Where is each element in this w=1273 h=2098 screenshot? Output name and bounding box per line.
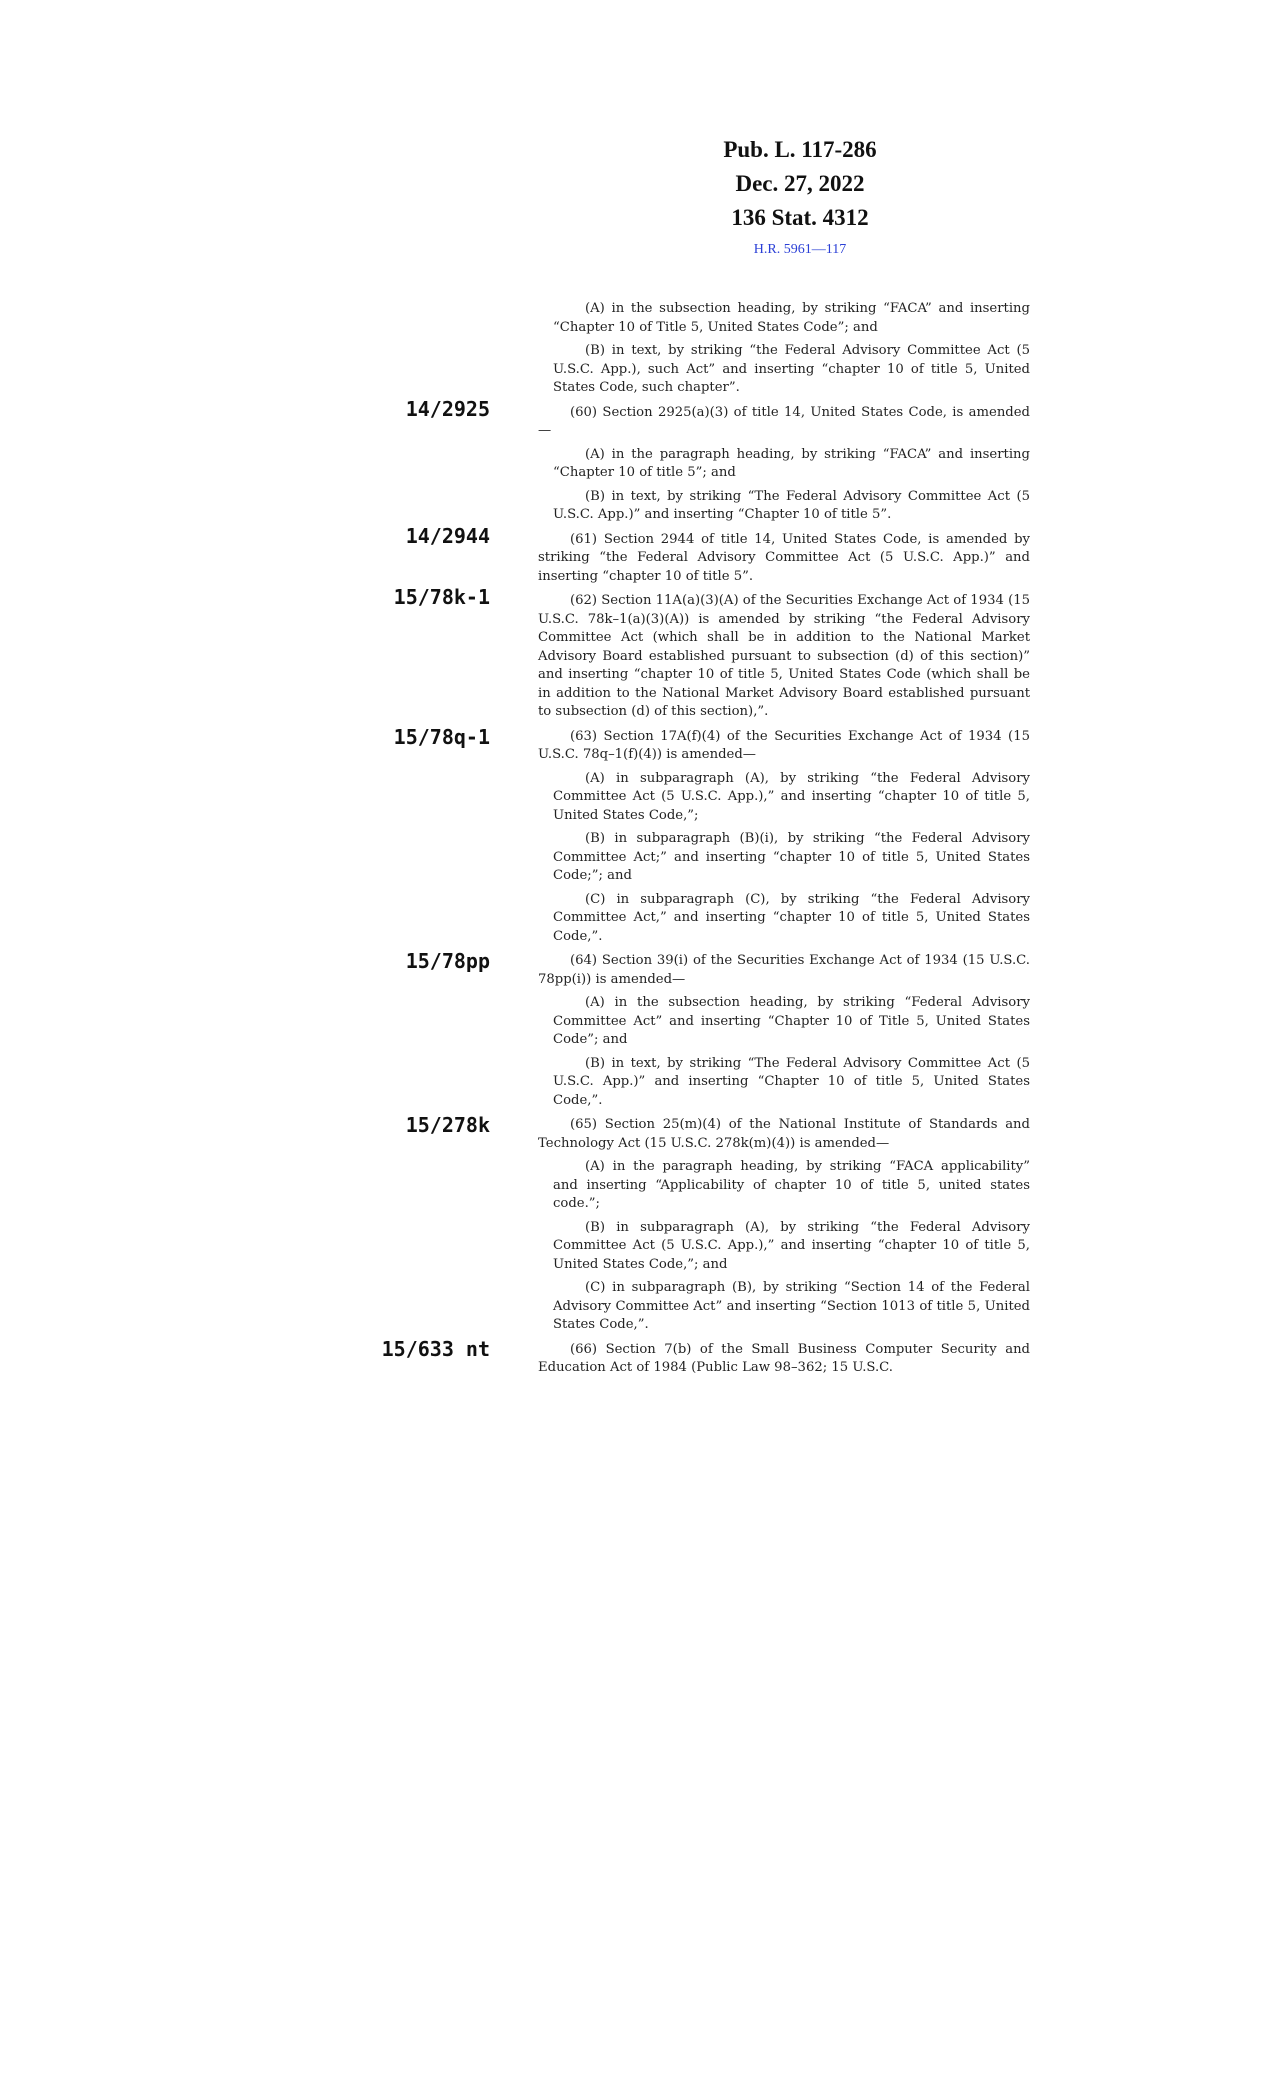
paragraph: (A) in the subsection heading, by striking “FACA” and inserting “Chapter 10 of Title 5, United States Code”; and bbox=[553, 301, 1030, 335]
paragraph: (A) in the paragraph heading, by striking “FACA” and inserting “Chapter 10 of title 5”; and bbox=[553, 446, 1030, 480]
paragraph: (C) in subparagraph (B), by striking “Section 14 of the Federal Advisory Committee Act” and inserting “Section 1013 of title 5, United States Code,”. bbox=[553, 1280, 1030, 1332]
margin-note: 14/2944 bbox=[405, 524, 490, 548]
paragraph: (B) in text, by striking “The Federal Advisory Committee Act (5 U.S.C. App.)” and inserting “Chapter 10 of title 5, United States Code,”. bbox=[553, 1055, 1030, 1108]
enactment-date: Dec. 27, 2022 bbox=[735, 171, 865, 196]
margin-note: 15/78pp bbox=[405, 949, 490, 973]
statute-body bbox=[538, 295, 1030, 1378]
margin-note: 15/633 nt bbox=[381, 1337, 490, 1361]
paragraph: (B) in text, by striking “The Federal Advisory Committee Act (5 U.S.C. App.)” and inserting “Chapter 10 of title 5”. bbox=[553, 488, 1030, 522]
paragraph: (B) in text, by striking “the Federal Advisory Committee Act (5 U.S.C. App.), such Act” and inserting “chapter 10 of title 5, United States Code, such chapter”. bbox=[553, 343, 1030, 395]
paragraph: (62) Section 11A(a)(3)(A) of the Securities Exchange Act of 1934 (15 U.S.C. 78k–1(a)(3)(A)) is amended by striking “the Federal Advisory Committee Act (which shall be in addition to the National Market Advisory Board established pursuant to subsection (d) of this section)” and inserting “chapter 10 of title 5, United States Code (which shall be in addition to the National Market Advisory Board established pursuant to subsection (d) of this section),”. bbox=[538, 593, 1030, 719]
paragraph: (61) Section 2944 of title 14, United States Code, is amended by striking “the Federal Advisory Committee Act (5 U.S.C. App.)” and inserting “chapter 10 of title 5”. bbox=[538, 531, 1030, 584]
paragraph: (A) in the subsection heading, by striking “Federal Advisory Committee Act” and inserting “Chapter 10 of Title 5, United States Code”; and bbox=[553, 995, 1030, 1047]
margin-note: 15/78q-1 bbox=[393, 725, 490, 749]
paragraph: (60) Section 2925(a)(3) of title 14, United States Code, is amended— bbox=[538, 404, 1030, 438]
page-header bbox=[640, 138, 960, 258]
paragraph: (B) in subparagraph (B)(i), by striking “the Federal Advisory Committee Act;” and inserting “chapter 10 of title 5, United States Code;”; and bbox=[553, 831, 1030, 883]
paragraph: (66) Section 7(b) of the Small Business Computer Security and Education Act of 1984 (Public Law 98–362; 15 U.S.C. bbox=[538, 1341, 1030, 1375]
paragraph: (A) in the paragraph heading, by striking “FACA applicability” and inserting “Applicability of chapter 10 of title 5, united states code.”; bbox=[553, 1159, 1030, 1211]
paragraph: (63) Section 17A(f)(4) of the Securities Exchange Act of 1934 (15 U.S.C. 78q–1(f)(4)) is amended— bbox=[538, 728, 1030, 762]
paragraph: (65) Section 25(m)(4) of the National Institute of Standards and Technology Act (15 U.S.C. 278k(m)(4)) is amended— bbox=[538, 1117, 1030, 1151]
paragraph: (C) in subparagraph (C), by striking “the Federal Advisory Committee Act,” and inserting “chapter 10 of title 5, United States Code,”. bbox=[553, 891, 1030, 944]
statute-page: 136 Stat. 4312 bbox=[731, 205, 869, 230]
bill-number-link[interactable]: H.R. 5961—117 bbox=[753, 242, 847, 257]
paragraph: (B) in subparagraph (A), by striking “the Federal Advisory Committee Act (5 U.S.C. App.),” and inserting “chapter 10 of title 5, United States Code,”; and bbox=[553, 1219, 1030, 1272]
margin-note: 14/2925 bbox=[405, 397, 490, 421]
paragraph: (A) in subparagraph (A), by striking “the Federal Advisory Committee Act (5 U.S.C. App.),” and inserting “chapter 10 of title 5, United States Code,”; bbox=[553, 770, 1030, 823]
margin-note: 15/78k-1 bbox=[393, 585, 490, 609]
margin-note: 15/278k bbox=[405, 1113, 490, 1137]
public-law-number: Pub. L. 117-286 bbox=[723, 137, 877, 162]
paragraph: (64) Section 39(i) of the Securities Exchange Act of 1934 (15 U.S.C. 78pp(i)) is amended— bbox=[538, 953, 1030, 987]
